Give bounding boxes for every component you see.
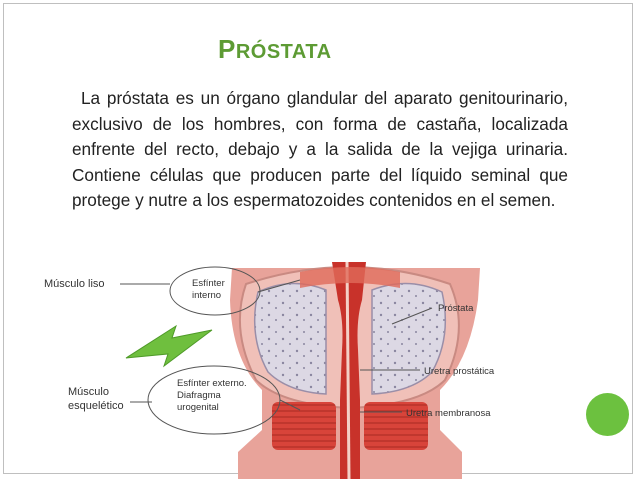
label-musculo-esqueletico-1: Músculo (68, 386, 109, 398)
label-esfinter-interno-2: interno (192, 290, 222, 301)
slide-paragraph (72, 86, 568, 214)
label-prostata: Próstata (438, 303, 474, 314)
label-esfinter-externo-3: urogenital (177, 402, 219, 413)
lightning-arrow-icon (126, 326, 212, 366)
slide-title (218, 34, 332, 65)
label-esfinter-interno-1: Esfínter (192, 278, 225, 289)
title-rest: RÓSTATA (235, 41, 332, 63)
label-esfinter-externo-1: Esfínter externo. (177, 378, 247, 389)
label-musculo-liso: Músculo liso (44, 278, 105, 290)
label-musculo-esqueletico-2: esquelético (68, 400, 124, 412)
label-esfinter-externo-2: Diafragma (177, 390, 221, 401)
paragraph-text: La próstata es un órgano glandular del aparato genitourinario, exclusivo de los hombres, con forma de castaña, localizada enfrente del recto, debajo y a la salida de la vejiga urinaria. Contiene células que producen parte del líquido seminal que protege y nutre a los espermatozoides contenidos en el semen. (72, 88, 568, 210)
label-uretra-membranosa: Uretra membranosa (406, 408, 491, 419)
title-initial: P (218, 34, 236, 64)
prostate-diagram (0, 255, 638, 479)
label-uretra-prostatica: Uretra prostática (424, 366, 495, 377)
green-circle-decoration (586, 393, 629, 436)
